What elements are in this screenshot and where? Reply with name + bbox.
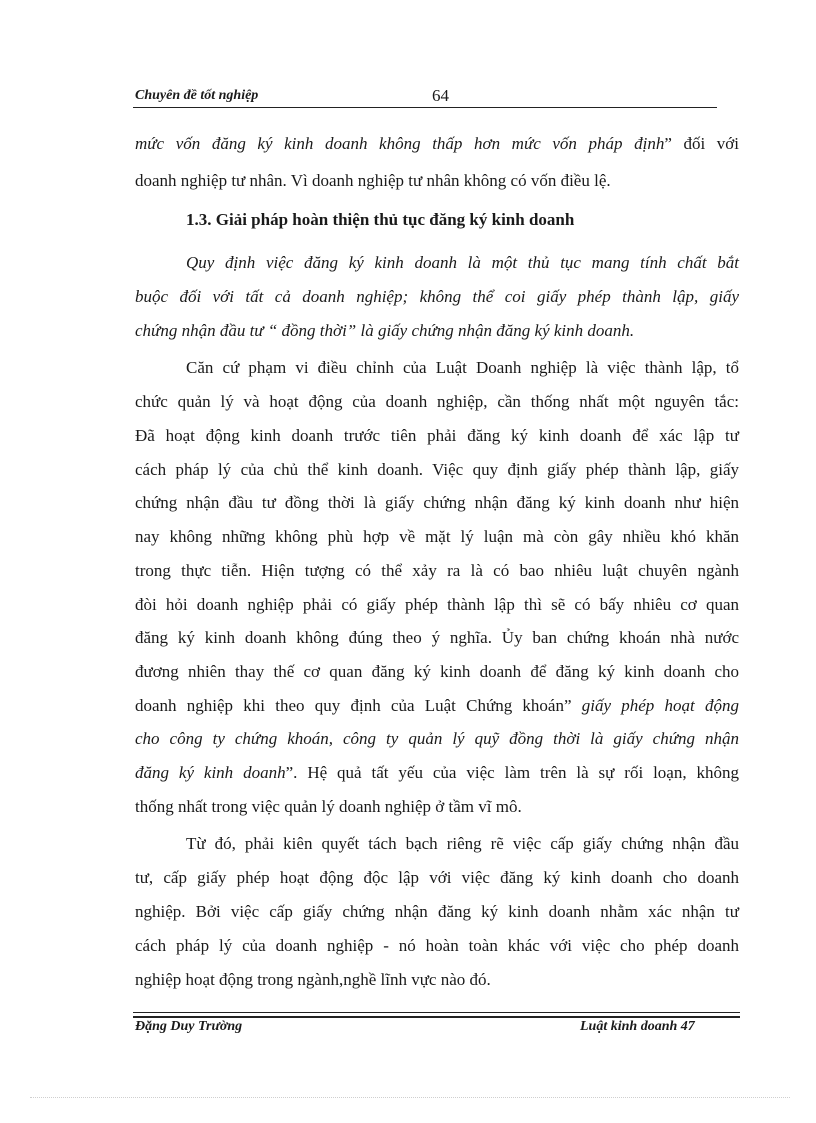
para2-line: đăng ký kinh doanh không đúng theo ý nghĩa. Ủy ban chứng khoán nhà nước xyxy=(135,628,739,647)
section-heading: 1.3. Giải pháp hoàn thiện thủ tục đăng ký kinh doanh xyxy=(186,210,575,229)
intro-line-1 xyxy=(135,133,739,155)
page-bottom-edge xyxy=(30,1097,790,1098)
para2-line: Căn cứ phạm vi điều chỉnh của Luật Doanh nghiệp là việc thành lập, tổ xyxy=(186,358,739,377)
para2-line: đòi hỏi doanh nghiệp phải có giấy phép thành lập thì sẽ có bấy nhiêu cơ quan xyxy=(135,595,739,614)
para3-line: Từ đó, phải kiên quyết tách bạch riêng rẽ việc cấp giấy chứng nhận đầu xyxy=(186,834,739,853)
para2-line: chứng nhận đầu tư đồng thời là giấy chứng nhận đăng ký kinh doanh như hiện xyxy=(135,493,739,512)
footer-divider xyxy=(133,1012,740,1013)
intro-line-1-italic: mức vốn đăng ký kinh doanh không thấp hơn mức vốn pháp định xyxy=(135,134,665,153)
para3-line: tư, cấp giấy phép hoạt động độc lập với việc đăng ký kinh doanh cho doanh xyxy=(135,868,739,887)
para2-line: đương nhiên thay thế cơ quan đăng ký kinh doanh để đăng ký kinh doanh cho xyxy=(135,662,739,681)
page-number: 64 xyxy=(432,86,449,105)
para2-line-13-normal: ”. Hệ quả tất yếu của việc làm trên là sự rối loạn, không xyxy=(285,763,740,782)
intro-line-2: doanh nghiệp tư nhân. Vì doanh nghiệp tư nhân không có vốn điều lệ. xyxy=(135,171,611,190)
para3-line: nghiệp. Bởi việc cấp giấy chứng nhận đăng ký kinh doanh nhằm xác nhận tư xyxy=(135,902,739,921)
italic-para-line: buộc đối với tất cả doanh nghiệp; không thể coi giấy phép thành lập, giấy xyxy=(135,287,739,306)
italic-para-line: chứng nhận đầu tư “ đồng thời” là giấy chứng nhận đăng ký kinh doanh. xyxy=(135,321,635,340)
header-title: Chuyên đề tốt nghiệp xyxy=(135,88,259,103)
italic-para-line: Quy định việc đăng ký kinh doanh là một thủ tục mang tính chất bắt xyxy=(186,253,739,272)
footer-class: Luật kinh doanh 47 xyxy=(580,1019,695,1034)
para2-line: Đã hoạt động kinh doanh trước tiên phải đăng ký kinh doanh để xác lập tư xyxy=(135,426,739,445)
para3-line: nghiệp hoạt động trong ngành,nghề lĩnh vực nào đó. xyxy=(135,970,491,989)
para3-line: cách pháp lý của doanh nghiệp - nó hoàn toàn khác với việc cho phép doanh xyxy=(135,936,739,955)
para2-line: chức quản lý và hoạt động của doanh nghiệp, cần thống nhất một nguyên tắc: xyxy=(135,392,739,411)
para2-line-14: thống nhất trong việc quản lý doanh nghiệp ở tầm vĩ mô. xyxy=(135,797,522,816)
para2-line-12: cho công ty chứng khoán, công ty quản lý quỹ đồng thời là giấy chứng nhận xyxy=(135,729,739,748)
para2-line: trong thực tiễn. Hiện tượng có thể xảy ra là có bao nhiêu luật chuyên ngành xyxy=(135,561,739,580)
para2-line-11-italic: giấy phép hoạt động xyxy=(581,696,739,715)
intro-line-1-rest: ” đối với xyxy=(664,134,739,153)
para2-line-11-normal: doanh nghiệp khi theo quy định của Luật Chứng khoán” xyxy=(135,696,582,715)
footer-author: Đặng Duy Trường xyxy=(135,1019,243,1034)
header-divider xyxy=(133,107,717,108)
para2-line-mixed xyxy=(135,695,739,717)
para2-line-13-italic: đăng ký kinh doanh xyxy=(135,763,286,782)
para2-line-mixed xyxy=(135,762,739,784)
para2-line: cách pháp lý của chủ thể kinh doanh. Việc quy định giấy phép thành lập, giấy xyxy=(135,460,739,479)
para2-line: nay không những không phù hợp về mặt lý luận mà còn gây nhiều khó khăn xyxy=(135,527,739,546)
footer-divider-thick xyxy=(133,1016,740,1018)
